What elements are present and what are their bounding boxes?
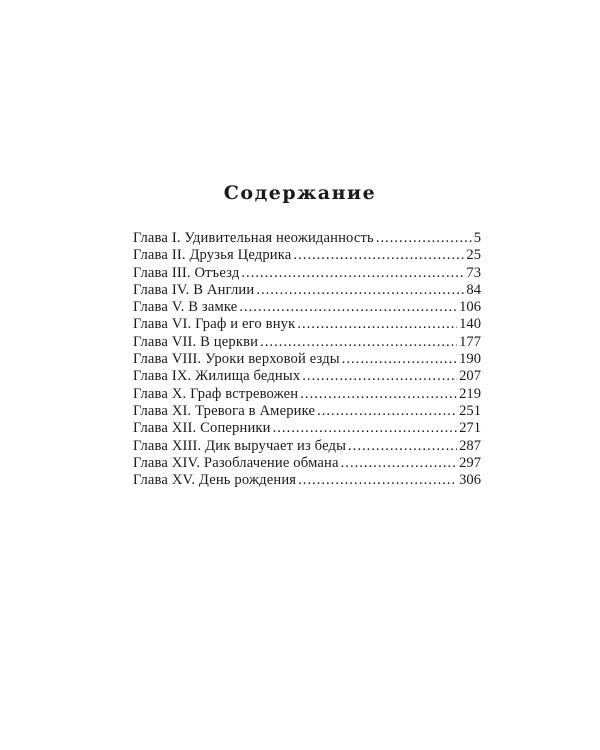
toc-entry-label: Глава II. Друзья Цедрика bbox=[133, 247, 292, 264]
toc-title: Содержание bbox=[223, 182, 377, 204]
toc-entry-label: Глава VII. В церкви bbox=[133, 333, 259, 350]
toc-leader-dots bbox=[300, 386, 457, 403]
toc-entry-label: Глава I. Удивительная неожиданность bbox=[133, 230, 374, 246]
toc-entry-page: 251 bbox=[459, 402, 481, 419]
toc-entry-page: 271 bbox=[459, 420, 481, 437]
toc-entry bbox=[133, 351, 481, 368]
toc-entry-label: Глава III. Отъезд bbox=[133, 264, 240, 281]
toc-entry-page: 207 bbox=[459, 368, 481, 385]
toc-leader-dots bbox=[293, 247, 464, 264]
toc-entry-label: Глава VIII. Уроки верховой езды bbox=[133, 351, 340, 368]
toc-entry-label: Глава IX. Жилища бедных bbox=[133, 368, 301, 385]
toc-entry bbox=[133, 334, 481, 351]
toc-entry bbox=[133, 420, 481, 437]
toc-leader-dots bbox=[260, 334, 457, 351]
toc-entry bbox=[133, 247, 481, 264]
toc-entry-page: 106 bbox=[459, 299, 481, 316]
toc-entry bbox=[133, 438, 481, 455]
toc-entry bbox=[133, 230, 481, 247]
toc-entry-page: 73 bbox=[466, 264, 481, 281]
toc-entry-label: Глава IV. В Англии bbox=[133, 281, 255, 298]
toc-entry-page: 306 bbox=[459, 472, 481, 489]
toc-entry-page: 84 bbox=[466, 281, 481, 298]
toc-entry bbox=[133, 265, 481, 282]
toc-entry-label: Глава X. Граф встревожен bbox=[133, 385, 299, 402]
toc-entry bbox=[133, 472, 481, 489]
toc-entry-page: 177 bbox=[459, 333, 481, 350]
toc-leader-dots bbox=[341, 455, 457, 472]
toc-leader-dots bbox=[376, 230, 472, 247]
toc-leader-dots bbox=[239, 299, 457, 316]
toc-entry-page: 140 bbox=[459, 316, 481, 333]
toc-entry-page: 219 bbox=[459, 385, 481, 402]
toc-entry-label: Глава XIII. Дик выручает из беды bbox=[133, 437, 347, 454]
toc-entry bbox=[133, 368, 481, 385]
toc-entry-page: 190 bbox=[459, 351, 481, 368]
toc-leader-dots bbox=[298, 472, 457, 489]
toc-leader-dots bbox=[348, 438, 457, 455]
toc-entry-label: Глава XV. День рождения bbox=[133, 472, 297, 489]
toc-entry-page: 297 bbox=[459, 454, 481, 471]
toc-entry-label: Глава V. В замке bbox=[133, 299, 238, 316]
toc-entry-label: Глава XII. Соперники bbox=[133, 420, 271, 437]
toc-list bbox=[133, 230, 481, 489]
toc-entry-label: Глава XIV. Разоблачение обмана bbox=[133, 454, 339, 471]
toc-leader-dots bbox=[241, 265, 464, 282]
toc-leader-dots bbox=[256, 282, 464, 299]
toc-leader-dots bbox=[297, 316, 457, 333]
toc-entry bbox=[133, 282, 481, 299]
toc-entry-label: Глава VI. Граф и его внук bbox=[133, 316, 296, 333]
toc-leader-dots bbox=[342, 351, 457, 368]
toc-entry-label: Глава XI. Тревога в Америке bbox=[133, 402, 316, 419]
toc-entry-page: 287 bbox=[459, 437, 481, 454]
toc-leader-dots bbox=[302, 368, 457, 385]
toc-leader-dots bbox=[273, 420, 457, 437]
toc-entry bbox=[133, 403, 481, 420]
toc-leader-dots bbox=[317, 403, 457, 420]
toc-entry bbox=[133, 455, 481, 472]
toc-entry bbox=[133, 386, 481, 403]
toc-entry bbox=[133, 316, 481, 333]
toc-entry-page: 25 bbox=[466, 247, 481, 264]
toc-entry-page: 5 bbox=[473, 230, 481, 246]
toc-entry bbox=[133, 299, 481, 316]
